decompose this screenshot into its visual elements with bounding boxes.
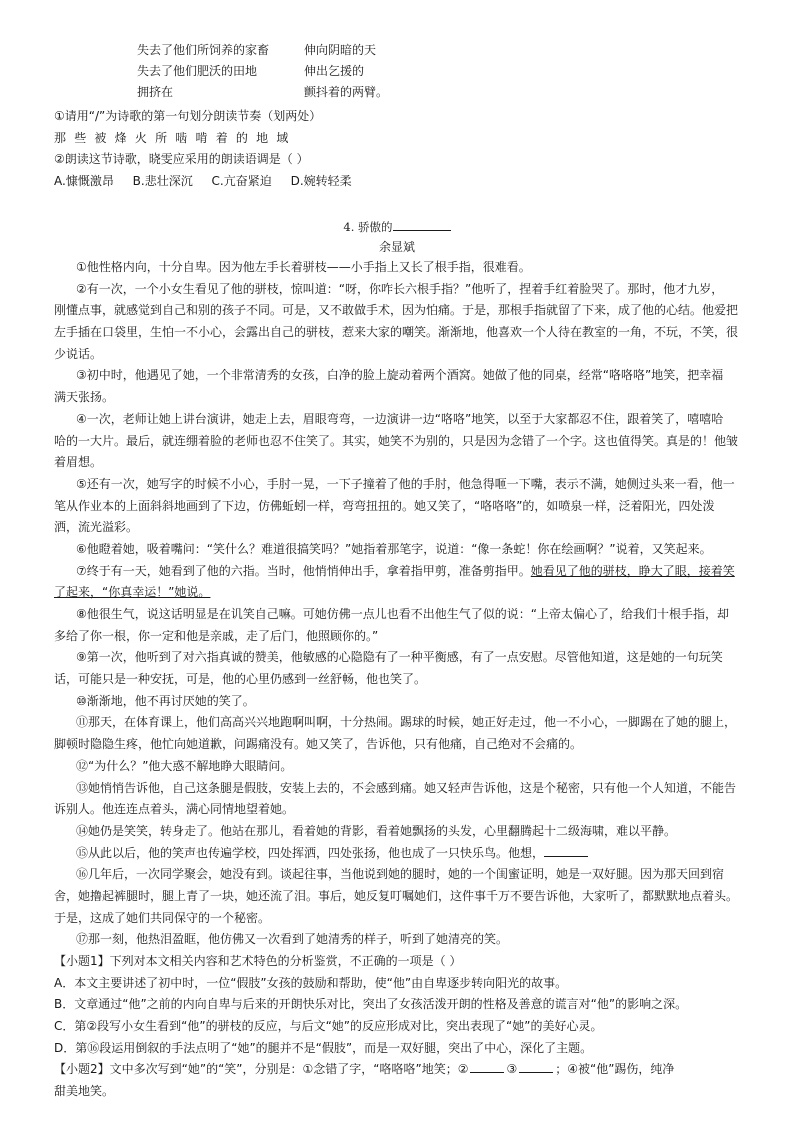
paragraph-line: ⑭她仍是笑笑，转身走了。他站在那儿，看着她的背影，看着她飘扬的头发，心里翻腾起十二级海啸，难以平静。 <box>76 823 677 838</box>
article-body <box>54 257 742 1103</box>
paragraph-line: 满天张扬。 <box>54 390 115 405</box>
poem-excerpt <box>137 40 437 103</box>
subquestion-2-cont: 甜美地笑。 <box>54 1084 115 1099</box>
poem-left-line: 拥挤在 <box>137 85 174 99</box>
paragraph-line: 刚懂点事，就感觉到自己和别的孩子不同。可是，又不敢做手术，因为怕痛。于是，那根手指就留了下来，成了他的心结。他爱把 <box>54 303 739 318</box>
option-a: A.慷慨激昂 <box>54 173 114 188</box>
paragraph-line: 多给了你一根，你一定和他是亲戚，走了后门，他照顾你的。” <box>54 628 379 643</box>
choice-c: C．第②段写小女生看到“他”的骈枝的反应，与后文“她”的反应形成对比，突出表现了“她”的美好心灵。 <box>54 1019 603 1034</box>
poem-row <box>137 40 437 61</box>
poem-row <box>137 61 437 82</box>
paragraph-line: 左手插在口袋里，生怕一不小心，会露出自己的骈枝，惹来大家的嘲笑。渐渐地，他喜欢一个人待在教室的一角，不玩，不笑，很 <box>54 325 739 340</box>
poem-left-line: 失去了他们所饲养的家畜 <box>137 43 270 57</box>
paragraph-line: ⑥他瞪着她，吸着嘴问：“笑什么？难道很搞笑吗？”她指着那笔字，说道：“像一条蛇！你在绘画啊？”说着，又笑起来。 <box>76 541 712 556</box>
question-2: ②朗读这节诗歌，晓雯应采用的朗读语调是（ ） <box>54 152 309 166</box>
paragraph-line: ③初中时，他遇见了她，一个非常清秀的女孩，白净的脸上旋动着两个酒窝。她做了他的同桌，经常“咯咯咯”地笑，把幸福 <box>76 368 724 383</box>
article-author: 余显斌 <box>378 240 415 254</box>
poem-row <box>137 82 437 103</box>
choice-a: A．本文主要讲述了初中时，一位“假肢”女孩的鼓励和帮助，使“他”由自卑逐步转向阳光的故事。 <box>54 975 568 990</box>
answer-blank[interactable] <box>519 1060 553 1073</box>
subquestion-2-marker: ③ <box>506 1062 518 1077</box>
paragraph-line: ⑰那一刻，他热泪盈眶，他仿佛又一次看到了她清秀的样子，听到了她清亮的笑。 <box>76 932 509 947</box>
paragraph-line: 着眉想。 <box>54 455 103 470</box>
paragraph-line: 笔从作业本的上面斜斜地画到了下边，仿佛蚯蚓一样，弯弯扭扭的。她又笑了，“咯咯咯”的，如喷泉一样，泛着阳光，四处泼 <box>54 498 715 513</box>
paragraph-line: 话，可能只是一种安抚，可是，他的心里仍感到一丝舒畅，他也笑了。 <box>54 672 427 687</box>
article-title-text: 4. 骄傲的 <box>343 220 393 234</box>
paragraph-line <box>54 582 742 604</box>
underlined-sentence: 她看见了他的骈枝，睁大了眼，接着笑 <box>530 563 735 578</box>
poem-questions <box>54 106 744 192</box>
paragraph-line: 哈的一大片。最后，就连绷着脸的老师也忍不住笑了。其实，她笑不为别的，只是因为念错了一个字。这也值得笑。真是的！他皱 <box>54 433 739 448</box>
option-c: C.亢奋紧迫 <box>211 173 272 188</box>
paragraph-line: ⑪那天，在体育课上，他们高高兴兴地跑啊叫啊，十分热闹。踢球的时候，她正好走过，他一不小心，一脚踢在了她的腿上， <box>76 715 737 730</box>
paragraph-line: ④一次，老师让她上讲台演讲，她走上去，眉眼弯弯，一边演讲一边“咯咯”地笑，以至于大家都忍不住，跟着笑了，嘻嘻哈 <box>76 411 724 426</box>
paragraph-text: ⑦终于有一天，她看到了他的六指。当时，他悄悄伸出手，拿着指甲剪，准备剪指甲。 <box>76 563 531 578</box>
choice-b: B．文章通过“他”之前的内向自卑与后来的开朗快乐对比，突出了女孩活泼开朗的性格及善意的谎言对“他”的影响之深。 <box>54 997 688 1012</box>
question-1: ①请用“/”为诗歌的第一句划分朗读节奏（划两处） <box>54 109 322 123</box>
paragraph-line: ⑫“为什么？”他大惑不解地睁大眼睛问。 <box>76 758 293 773</box>
paragraph-line: ⑨第一次，他听到了对六指真诚的赞美，他敏感的心隐隐有了一种平衡感，有了一点安慰。尽管他知道，这是她的一句玩笑 <box>76 650 723 665</box>
poem-right-line: 伸向阴暗的天 <box>304 43 377 57</box>
paragraph-line: 诉别人。他连连点着头，满心同情地望着她。 <box>54 802 295 817</box>
question-2-options <box>54 171 744 193</box>
paragraph-line: 脚顿时隐隐生疼，他忙向她道歉，问踢痛没有。她又笑了，告诉他，只有他痛，自己绝对不会痛的。 <box>54 737 583 752</box>
subquestion-2-text: ；④被“他”踢伤，纯净 <box>555 1062 675 1077</box>
paragraph-line: 于是，这成了她们共同保守的一个秘密。 <box>54 910 271 925</box>
paragraph-line: ⑤还有一次，她写字的时候不小心，手肘一晃，一下子撞着了他的手肘，他急得咂一下嘴，表示不满，她侧过头来一看，他一 <box>76 476 735 491</box>
option-d: D.婉转轻柔 <box>290 173 352 188</box>
paragraph-line: 舍，她撸起裤腿时，腿上青了一块，她还流了泪。事后，她反复叮嘱她们，这件事千万不要告诉他，大家听了，都默默地点着头。 <box>54 888 739 903</box>
article-title <box>0 217 794 237</box>
paragraph-line: ⑬她悄悄告诉他，自己这条腿是假肢，安装上去的，不会感到痛。她又轻声告诉他，这是个秘密，只有他一个人知道，不能告 <box>76 780 737 795</box>
paragraph-line: ⑯几年后，一次同学聚会，她没有到。谈起往事，当他说到她的腿时，她的一个闺蜜证明，她是一双好腿。因为那天回到宿 <box>76 867 725 882</box>
poem-left-line: 失去了他们肥沃的田地 <box>137 64 258 78</box>
paragraph-line: ①他性格内向，十分自卑。因为他左手长着骈枝——小手指上又长了根手指，很难看。 <box>76 260 531 274</box>
subquestion-2 <box>54 1059 742 1081</box>
paragraph-line <box>54 561 742 583</box>
paragraph-line <box>54 843 742 865</box>
poem-right-line: 颤抖着的两臂。 <box>304 85 389 99</box>
subquestion-1: 【小题1】下列对本文相关内容和艺术特色的分析鉴赏，不正确的一项是（ ） <box>54 954 462 968</box>
poem-right-line: 伸出乞援的 <box>304 64 365 78</box>
subquestion-2-text: 【小题2】文中多次写到“她”的“笑”，分别是：①念错了字，“咯咯咯”地笑；② <box>54 1062 469 1077</box>
paragraph-text: ⑮从此以后，他的笑声也传遍学校，四处挥洒，四处张扬，他也成了一只快乐鸟。他想， <box>76 845 545 860</box>
choice-d: D．第⑯段运用倒叙的手法点明了“她”的腿并不是“假肢”，而是一双好腿，突出了中心，深化了主题。 <box>54 1040 593 1055</box>
paragraph-line: ⑧他很生气，说这话明显是在讥笑自己嘛。可她仿佛一点儿也看不出他生气了似的说：“上帝太偏心了，给我们十根手指，却 <box>76 607 729 621</box>
underlined-sentence: 了起来，“你真幸运！”她说。 <box>54 585 211 600</box>
option-b: B.悲壮深沉 <box>132 173 193 188</box>
title-blank <box>393 217 451 231</box>
paragraph-line: 洒，流光溢彩。 <box>54 520 139 535</box>
answer-blank[interactable] <box>470 1060 504 1073</box>
answer-blank[interactable] <box>544 844 588 857</box>
paragraph-line: ⑩渐渐地，他不再讨厌她的笑了。 <box>76 693 255 708</box>
paragraph-line: 少说话。 <box>54 346 103 361</box>
question-1-line: 那 些 被 烽 火 所 啮 啃 着 的 地 域 <box>54 130 291 145</box>
paragraph-line: ②有一次，一个小女生看见了他的骈枝，惊叫道：“呀，你咋长六根手指？”他听了，捏着手红着脸哭了。那时，他才九岁， <box>76 281 724 296</box>
